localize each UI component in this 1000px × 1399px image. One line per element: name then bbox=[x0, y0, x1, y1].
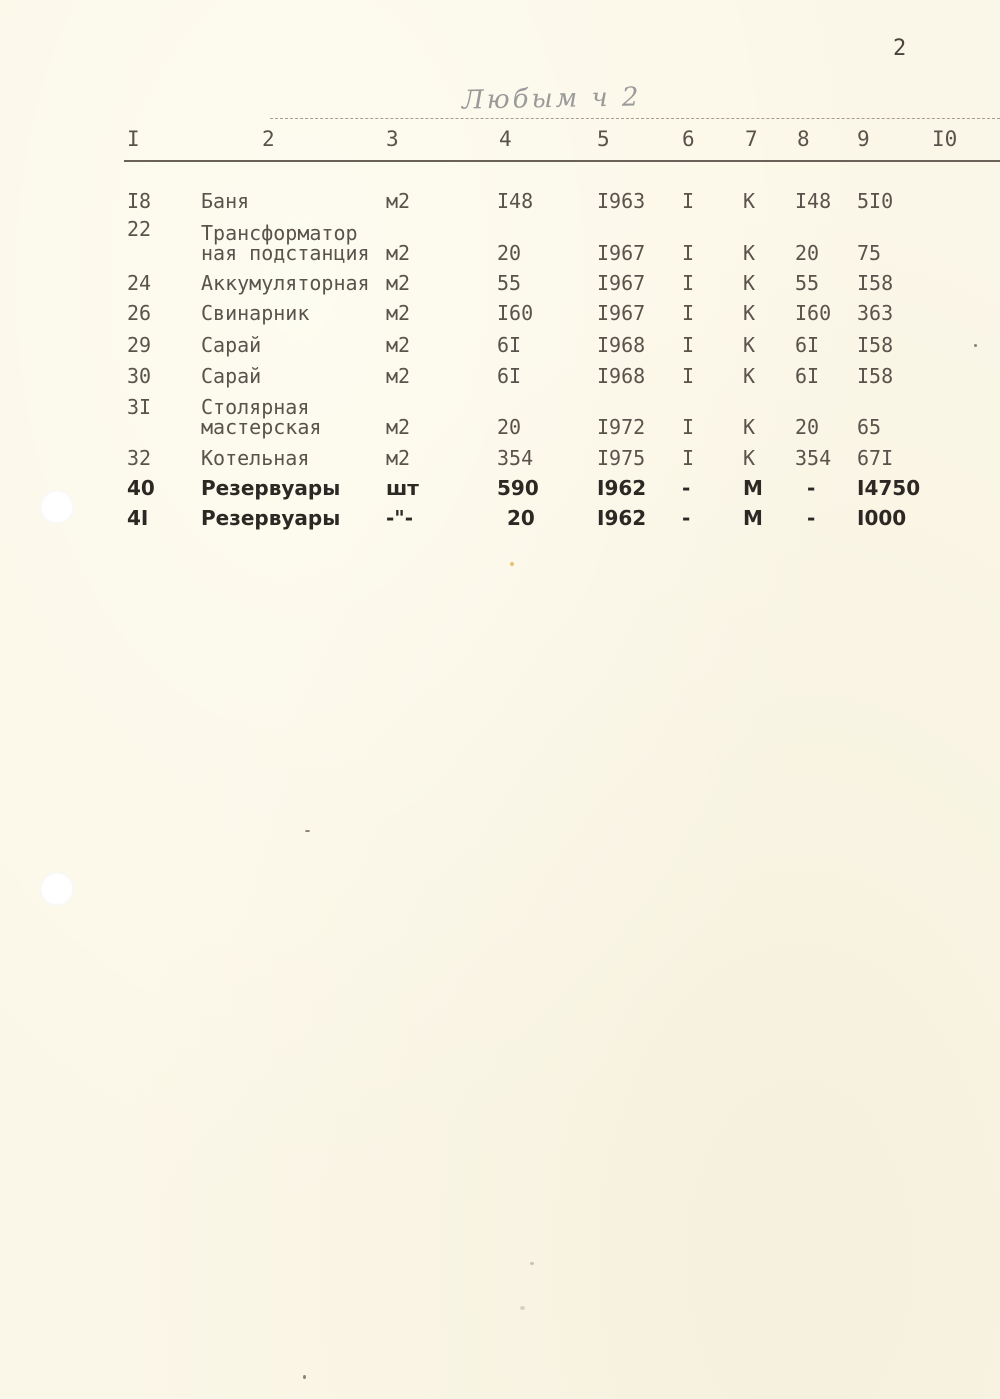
column-header-10: I0 bbox=[932, 127, 958, 151]
column-7-value: К bbox=[743, 333, 756, 357]
unit: -"- bbox=[386, 506, 414, 530]
object-name: Свинарник bbox=[201, 301, 310, 325]
row-number: 30 bbox=[127, 364, 152, 388]
column-8-value: 55 bbox=[795, 271, 820, 295]
column-9-value: 67I bbox=[857, 446, 894, 470]
table-row bbox=[0, 395, 1000, 440]
column-7-value: К bbox=[743, 415, 756, 439]
table-row bbox=[0, 447, 1000, 471]
column-6-value: I bbox=[682, 364, 695, 388]
column-7-value: К bbox=[743, 241, 756, 265]
unit: м2 bbox=[386, 271, 411, 295]
object-name-line-1: Трансформатор bbox=[201, 221, 358, 245]
row-number: 32 bbox=[127, 446, 152, 470]
column-6-value: I bbox=[682, 271, 695, 295]
column-7-value: К bbox=[743, 271, 756, 295]
top-rule bbox=[270, 118, 1000, 119]
column-header-3: 3 bbox=[386, 127, 399, 151]
quantity: 20 bbox=[497, 241, 522, 265]
row-number: 22 bbox=[127, 217, 152, 241]
table-row bbox=[0, 477, 1000, 501]
quantity: I60 bbox=[497, 301, 534, 325]
column-9-value: I58 bbox=[857, 333, 894, 357]
year: I968 bbox=[597, 364, 646, 388]
column-9-value: I58 bbox=[857, 364, 894, 388]
object-name: Резервуары bbox=[201, 476, 341, 500]
unit: м2 bbox=[386, 415, 411, 439]
row-number: 24 bbox=[127, 271, 152, 295]
column-9-value: 65 bbox=[857, 415, 882, 439]
column-header-4: 4 bbox=[499, 127, 512, 151]
object-name-line-2: мастерская bbox=[201, 415, 322, 439]
unit: м2 bbox=[386, 364, 411, 388]
paper-speck bbox=[974, 344, 977, 347]
row-number: 26 bbox=[127, 301, 152, 325]
paper-speck bbox=[530, 1262, 534, 1265]
column-header-1: I bbox=[127, 127, 140, 151]
paper-speck bbox=[303, 1375, 306, 1379]
column-header-2: 2 bbox=[262, 127, 275, 151]
object-name: Сарай bbox=[201, 364, 262, 388]
column-6-value: I bbox=[682, 446, 695, 470]
column-6-value: I bbox=[682, 415, 695, 439]
table-row bbox=[0, 272, 1000, 296]
table-row bbox=[0, 507, 1000, 531]
table-row bbox=[0, 190, 1000, 214]
page-number: 2 bbox=[893, 36, 907, 61]
year: I967 bbox=[597, 271, 646, 295]
paper-speck bbox=[510, 562, 514, 566]
column-6-value: - bbox=[682, 506, 691, 530]
header-rule bbox=[124, 160, 1000, 162]
quantity: 590 bbox=[497, 476, 539, 500]
row-number: 29 bbox=[127, 333, 152, 357]
object-name: Сарай bbox=[201, 333, 262, 357]
column-7-value: К bbox=[743, 446, 756, 470]
row-number: 40 bbox=[127, 476, 155, 500]
handwritten-note: Любым ч 2 bbox=[461, 82, 642, 116]
column-6-value: I bbox=[682, 189, 695, 213]
object-name: Резервуары bbox=[201, 506, 341, 530]
column-header-6: 6 bbox=[682, 127, 695, 151]
column-header-9: 9 bbox=[857, 127, 870, 151]
table-row bbox=[0, 365, 1000, 389]
unit: м2 bbox=[386, 333, 411, 357]
object-name: Котельная bbox=[201, 446, 310, 470]
unit: м2 bbox=[386, 301, 411, 325]
row-number: 3I bbox=[127, 395, 152, 419]
column-9-value: 75 bbox=[857, 241, 882, 265]
year: I963 bbox=[597, 189, 646, 213]
column-header-8: 8 bbox=[797, 127, 810, 151]
column-8-value: 6I bbox=[795, 333, 820, 357]
unit: шт bbox=[386, 476, 419, 500]
column-6-value: I bbox=[682, 241, 695, 265]
column-header-7: 7 bbox=[745, 127, 758, 151]
quantity: 354 bbox=[497, 446, 534, 470]
unit: м2 bbox=[386, 446, 411, 470]
year: I967 bbox=[597, 241, 646, 265]
column-9-value: 5I0 bbox=[857, 189, 894, 213]
quantity: 55 bbox=[497, 271, 522, 295]
column-8-value: I48 bbox=[795, 189, 832, 213]
punch-hole bbox=[40, 872, 74, 906]
column-7-value: К bbox=[743, 189, 756, 213]
quantity: 20 bbox=[497, 415, 522, 439]
column-6-value: I bbox=[682, 301, 695, 325]
column-8-value: I60 bbox=[795, 301, 832, 325]
column-8-value: - bbox=[807, 476, 816, 500]
column-8-value: - bbox=[807, 506, 816, 530]
column-9-value: 363 bbox=[857, 301, 894, 325]
year: I968 bbox=[597, 333, 646, 357]
column-8-value: 6I bbox=[795, 364, 820, 388]
object-name-line-1: Столярная bbox=[201, 395, 310, 419]
table-row bbox=[0, 302, 1000, 326]
object-name-line-2: ная подстанция bbox=[201, 241, 370, 265]
unit: м2 bbox=[386, 241, 411, 265]
column-header-5: 5 bbox=[597, 127, 610, 151]
quantity: 6I bbox=[497, 333, 522, 357]
row-number: I8 bbox=[127, 189, 152, 213]
column-7-value: М bbox=[743, 506, 763, 530]
paper-speck bbox=[305, 830, 310, 832]
column-7-value: К bbox=[743, 301, 756, 325]
quantity: 6I bbox=[497, 364, 522, 388]
year: I962 bbox=[597, 506, 647, 530]
year: I962 bbox=[597, 476, 647, 500]
table-row bbox=[0, 334, 1000, 358]
quantity: I48 bbox=[497, 189, 534, 213]
paper-speck bbox=[520, 1306, 525, 1310]
column-9-value: I58 bbox=[857, 271, 894, 295]
column-7-value: М bbox=[743, 476, 763, 500]
unit: м2 bbox=[386, 189, 411, 213]
column-9-value: I4750 bbox=[857, 476, 921, 500]
column-7-value: К bbox=[743, 364, 756, 388]
row-number: 4I bbox=[127, 506, 149, 530]
year: I972 bbox=[597, 415, 646, 439]
object-name: Аккумуляторная bbox=[201, 271, 370, 295]
year: I975 bbox=[597, 446, 646, 470]
year: I967 bbox=[597, 301, 646, 325]
column-6-value: I bbox=[682, 333, 695, 357]
table-row bbox=[0, 217, 1000, 266]
column-6-value: - bbox=[682, 476, 691, 500]
column-8-value: 354 bbox=[795, 446, 832, 470]
object-name: Баня bbox=[201, 189, 250, 213]
quantity: 20 bbox=[507, 506, 535, 530]
column-9-value: I000 bbox=[857, 506, 907, 530]
column-8-value: 20 bbox=[795, 241, 820, 265]
column-8-value: 20 bbox=[795, 415, 820, 439]
